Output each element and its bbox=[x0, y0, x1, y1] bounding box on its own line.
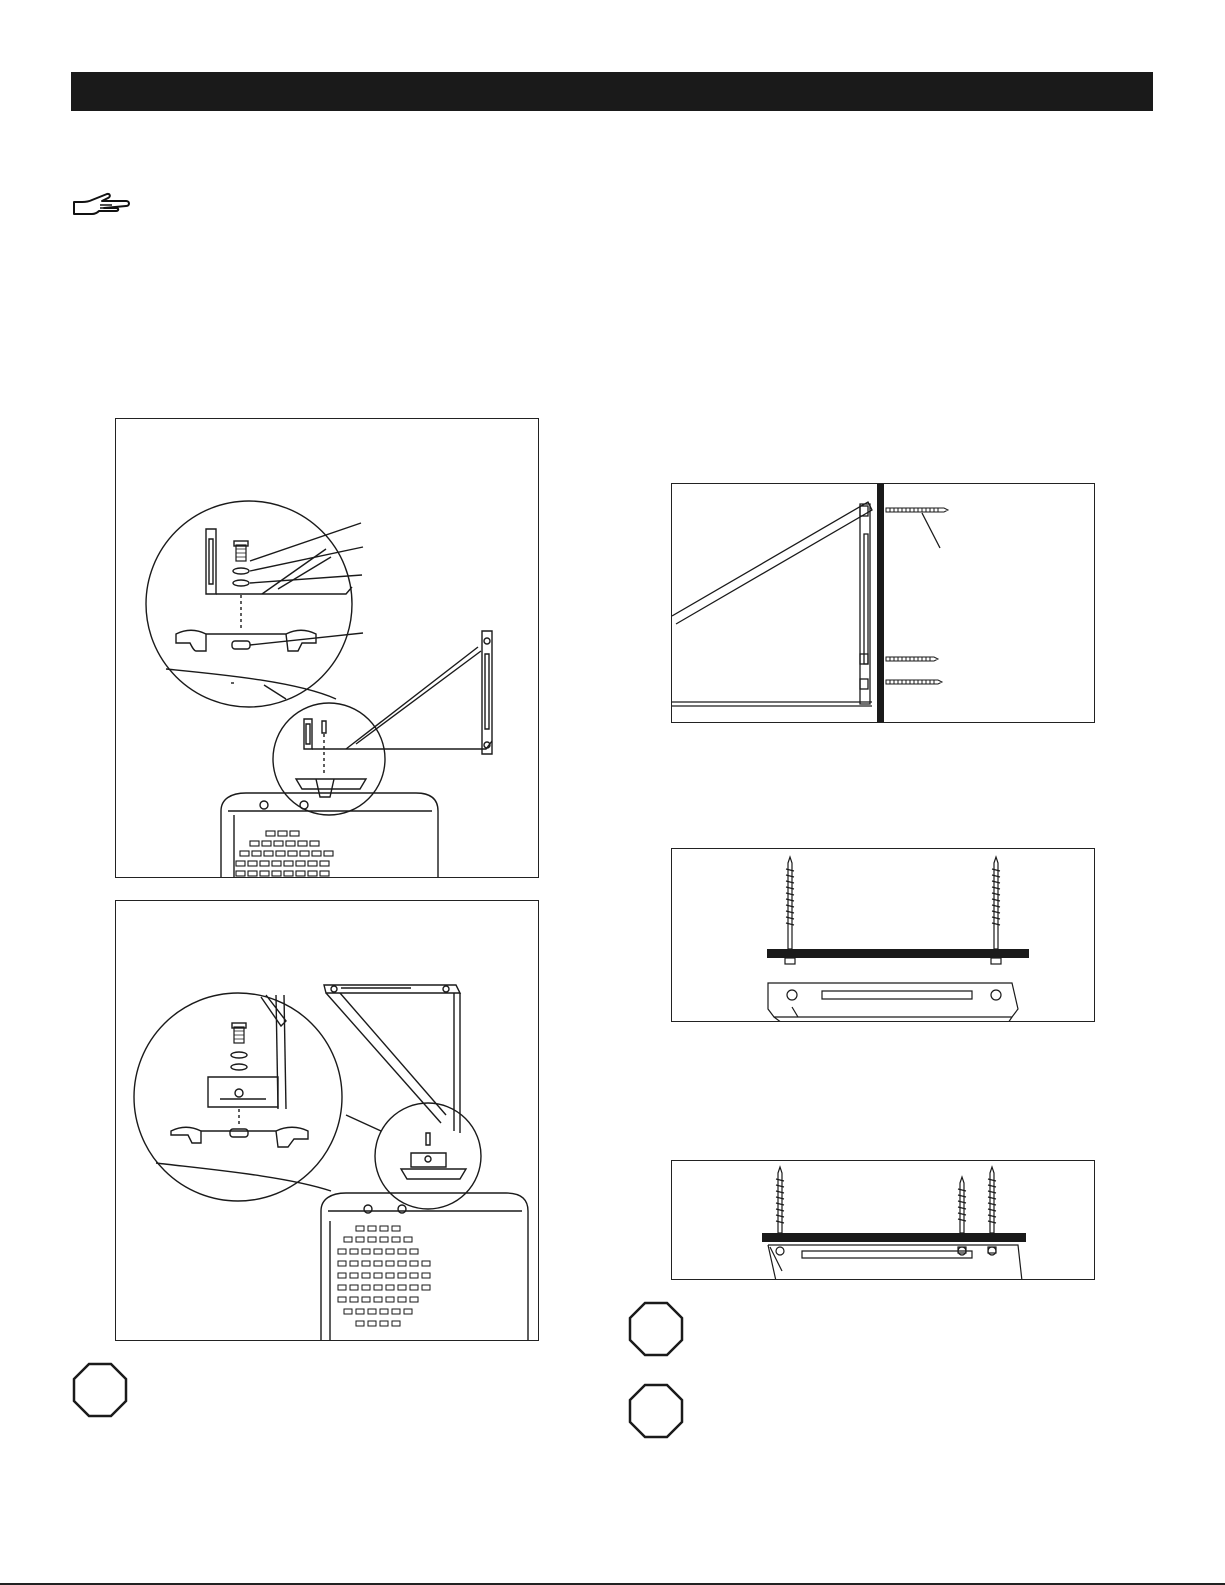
figure-ceiling-mount-two-screws bbox=[671, 848, 1095, 1022]
pointing-hand-icon bbox=[72, 192, 130, 218]
figure-ceiling-mount-three-screws bbox=[671, 1160, 1095, 1280]
stop-sign-icon bbox=[628, 1301, 684, 1357]
figure-bracket-to-heater-horizontal bbox=[115, 418, 539, 878]
section-header-bar bbox=[71, 72, 1153, 111]
stop-sign-icon bbox=[628, 1383, 684, 1439]
figure-wall-mount-side bbox=[671, 483, 1095, 723]
figure-bracket-to-heater-vertical bbox=[115, 900, 539, 1341]
stop-sign-icon bbox=[72, 1362, 128, 1418]
